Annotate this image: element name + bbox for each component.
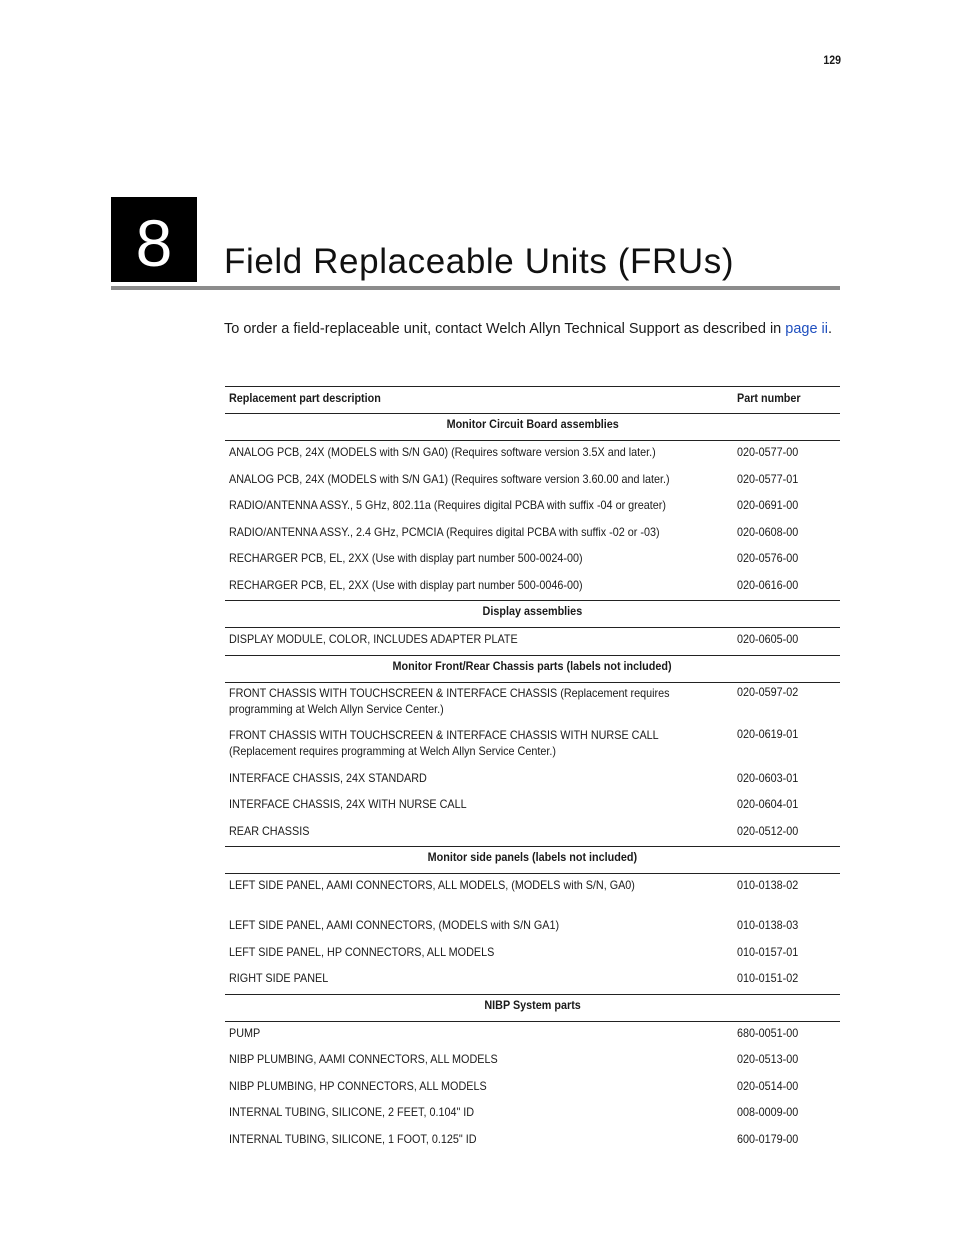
chapter-title: Field Replaceable Units (FRUs) (224, 242, 735, 281)
page-number: 129 (823, 53, 841, 67)
table-row: INTERNAL TUBING, SILICONE, 2 FEET, 0.104" ID 008-0009-00 (229, 1105, 799, 1119)
section-header: Monitor Circuit Board assemblies (225, 414, 840, 441)
page-ii-link[interactable]: page ii (785, 321, 828, 337)
table-row: INTERFACE CHASSIS, 24X WITH NURSE CALL 020-0604-01 (229, 797, 799, 811)
table-header-row (225, 387, 840, 414)
table-row: RECHARGER PCB, EL, 2XX (Use with display part number 500-0024-00) 020-0576-00 (229, 551, 799, 565)
table-row: RADIO/ANTENNA ASSY., 5 GHz, 802.11a (Requires digital PCBA with suffix -04 or greater) 020-0691-00 (229, 498, 799, 512)
table-row: FRONT CHASSIS WITH TOUCHSCREEN & INTERFACE CHASSIS (Replacement requires programming at Welch Allyn Service Center.) 020-0597-02 (229, 684, 799, 716)
table-row: INTERFACE CHASSIS, 24X STANDARD 020-0603-01 (229, 770, 799, 785)
title-rule (111, 286, 840, 290)
table-row: NIBP PLUMBING, HP CONNECTORS, ALL MODELS 020-0514-00 (229, 1078, 799, 1093)
table-row: ANALOG PCB, 24X (MODELS with S/N GA1) (Requires software version 3.60.00 and later.) 020-0577-01 (229, 471, 799, 486)
table-row: REAR CHASSIS 020-0512-00 (229, 823, 799, 838)
section-header: Monitor Front/Rear Chassis parts (labels not included) (225, 655, 840, 682)
table-row: LEFT SIDE PANEL, HP CONNECTORS, ALL MODELS 010-0157-01 (229, 944, 799, 959)
header-description: Replacement part description (225, 387, 733, 414)
intro-text: To order a field-replaceable unit, contact Welch Allyn Technical Support as described in (224, 321, 786, 337)
table-row: LEFT SIDE PANEL, AAMI CONNECTORS, (MODELS with S/N GA1) 010-0138-03 (229, 918, 799, 932)
chapter-number: 8 (135, 205, 173, 280)
table-row: LEFT SIDE PANEL, AAMI CONNECTORS, ALL MODELS, (MODELS with S/N, GA0) 010-0138-02 (229, 878, 799, 892)
section-header: Display assemblies (225, 601, 840, 628)
table-row: FRONT CHASSIS WITH TOUCHSCREEN & INTERFACE CHASSIS WITH NURSE CALL (Replacement requires programming at Welch Allyn Service Center.) 020-0619-01 (229, 726, 799, 758)
table-row: INTERNAL TUBING, SILICONE, 1 FOOT, 0.125" ID 600-0179-00 (229, 1131, 799, 1146)
intro-paragraph (224, 319, 840, 339)
section-header: Monitor side panels (labels not included) (225, 847, 840, 874)
table-row: RIGHT SIDE PANEL 010-0151-02 (229, 971, 799, 985)
fru-table (225, 386, 840, 1160)
intro-suffix: . (828, 321, 833, 337)
table-row: DISPLAY MODULE, COLOR, INCLUDES ADAPTER PLATE 020-0605-00 (229, 632, 799, 646)
section-header: NIBP System parts (225, 994, 840, 1021)
table-row: NIBP PLUMBING, AAMI CONNECTORS, ALL MODELS 020-0513-00 (229, 1052, 799, 1066)
table-row: RECHARGER PCB, EL, 2XX (Use with display part number 500-0046-00) 020-0616-00 (229, 577, 799, 592)
header-part-number: Part number (733, 387, 840, 414)
table-row: RADIO/ANTENNA ASSY., 2.4 GHz, PCMCIA (Requires digital PCBA with suffix -02 or -03) 020-0608-00 (229, 524, 799, 539)
table-row: ANALOG PCB, 24X (MODELS with S/N GA0) (Requires software version 3.5X and later.) 020-0577-00 (229, 445, 799, 459)
chapter-number-block (111, 197, 197, 282)
table-row: PUMP 680-0051-00 (229, 1025, 799, 1040)
